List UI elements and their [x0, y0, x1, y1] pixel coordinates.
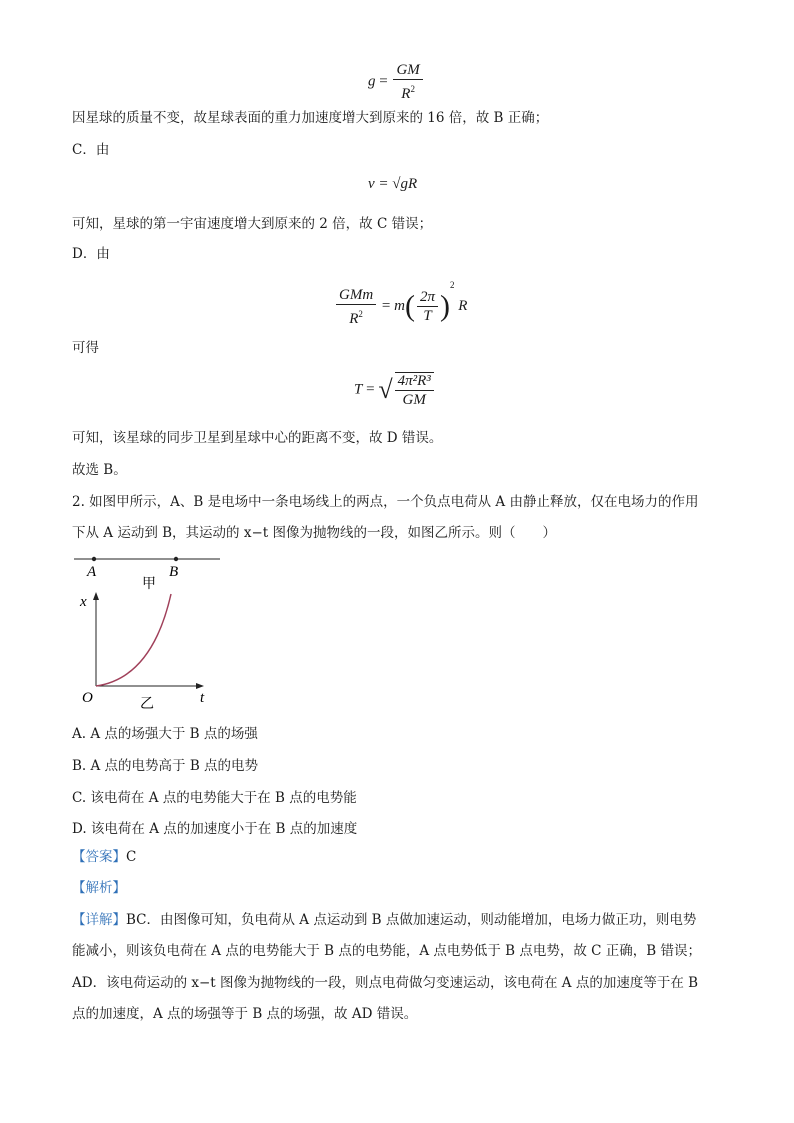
text-line-5: 可得: [72, 340, 99, 356]
label-t: t: [200, 690, 205, 706]
label-x: x: [80, 594, 87, 610]
y-axis-arrow: [93, 592, 99, 600]
text-line-4: D．由: [72, 246, 110, 262]
parabola-curve: [96, 594, 171, 686]
detail-line-3: AD．该电荷运动的 x−t 图像为抛物线的一段，则点电荷做匀变速运动，该电荷在 A 点的加速度等于在 B: [72, 975, 699, 991]
text-line-3: 可知，星球的第一宇宙速度增大到原来的 2 倍，故 C 错误；: [72, 216, 433, 232]
equation-first-cosmic-velocity: v = √gR: [368, 176, 418, 192]
answer-value: C: [126, 849, 137, 865]
equation-orbit-period: $\frac{\text{GMm}}{R^2}$ = m( $\frac{2\pi}{T}$ )$^2$ R: [334, 280, 467, 327]
answer-label: 【答案】: [72, 849, 126, 865]
point-b: [174, 557, 178, 561]
text-line-2: C．由: [72, 142, 110, 158]
label-b: B: [169, 564, 179, 580]
detail-line-2: 能减小，则该负电荷在 A 点的电势能大于 B 点的电势能，A 点电势低于 B 点电势，故 C 正确，B 错误；: [72, 943, 702, 959]
text-line-1: 因星球的质量不变，故星球表面的重力加速度增大到原来的 16 倍，故 B 正确；: [72, 110, 549, 126]
text-line-6: 可知，该星球的同步卫星到星球中心的距离不变，故 D 错误。: [72, 430, 443, 446]
question-2-line-1: 2. 如图甲所示，A、B 是电场中一条电场线上的两点，一个负点电荷从 A 由静止释放，仅在电场力的作用: [72, 494, 699, 510]
answer-line: [72, 847, 136, 867]
option-b: B. A 点的电势高于 B 点的电势: [72, 758, 259, 774]
figure-field-line-and-xt-graph: [72, 550, 232, 715]
text-line-7: 故选 B。: [72, 462, 127, 478]
label-o: O: [82, 690, 93, 706]
point-a: [92, 557, 96, 561]
label-jia: 甲: [142, 577, 156, 592]
label-a: A: [87, 564, 97, 580]
label-yi: 乙: [140, 697, 154, 712]
question-2-line-2: 下从 A 运动到 B，其运动的 x−t 图像为抛物线的一段，如图乙所示。则（ ）: [72, 525, 556, 541]
detail-line-4: 点的加速度，A 点的场强等于 B 点的场强，故 AD 错误。: [72, 1006, 418, 1022]
option-c: C. 该电荷在 A 点的电势能大于在 B 点的电势能: [72, 790, 357, 806]
equation-gravity: g = $\frac{GM}{R^2}$: [368, 62, 425, 102]
option-d: D. 该电荷在 A 点的加速度小于在 B 点的加速度: [72, 821, 358, 837]
analysis-line: [72, 878, 126, 898]
t-axis-arrow: [196, 683, 204, 689]
equation-period-expression: T = √ $\frac{\text{4π²R³}}{GM}$: [354, 372, 436, 408]
detail-line-1: 【详解】BC．由图像可知，负电荷从 A 点运动到 B 点做加速运动，则动能增加，电场力做正功，则电势: [72, 912, 697, 928]
analysis-label: 【解析】: [72, 880, 126, 896]
option-a: A. A 点的场强大于 B 点的场强: [72, 726, 258, 742]
detail-label: 【详解】: [72, 912, 126, 928]
